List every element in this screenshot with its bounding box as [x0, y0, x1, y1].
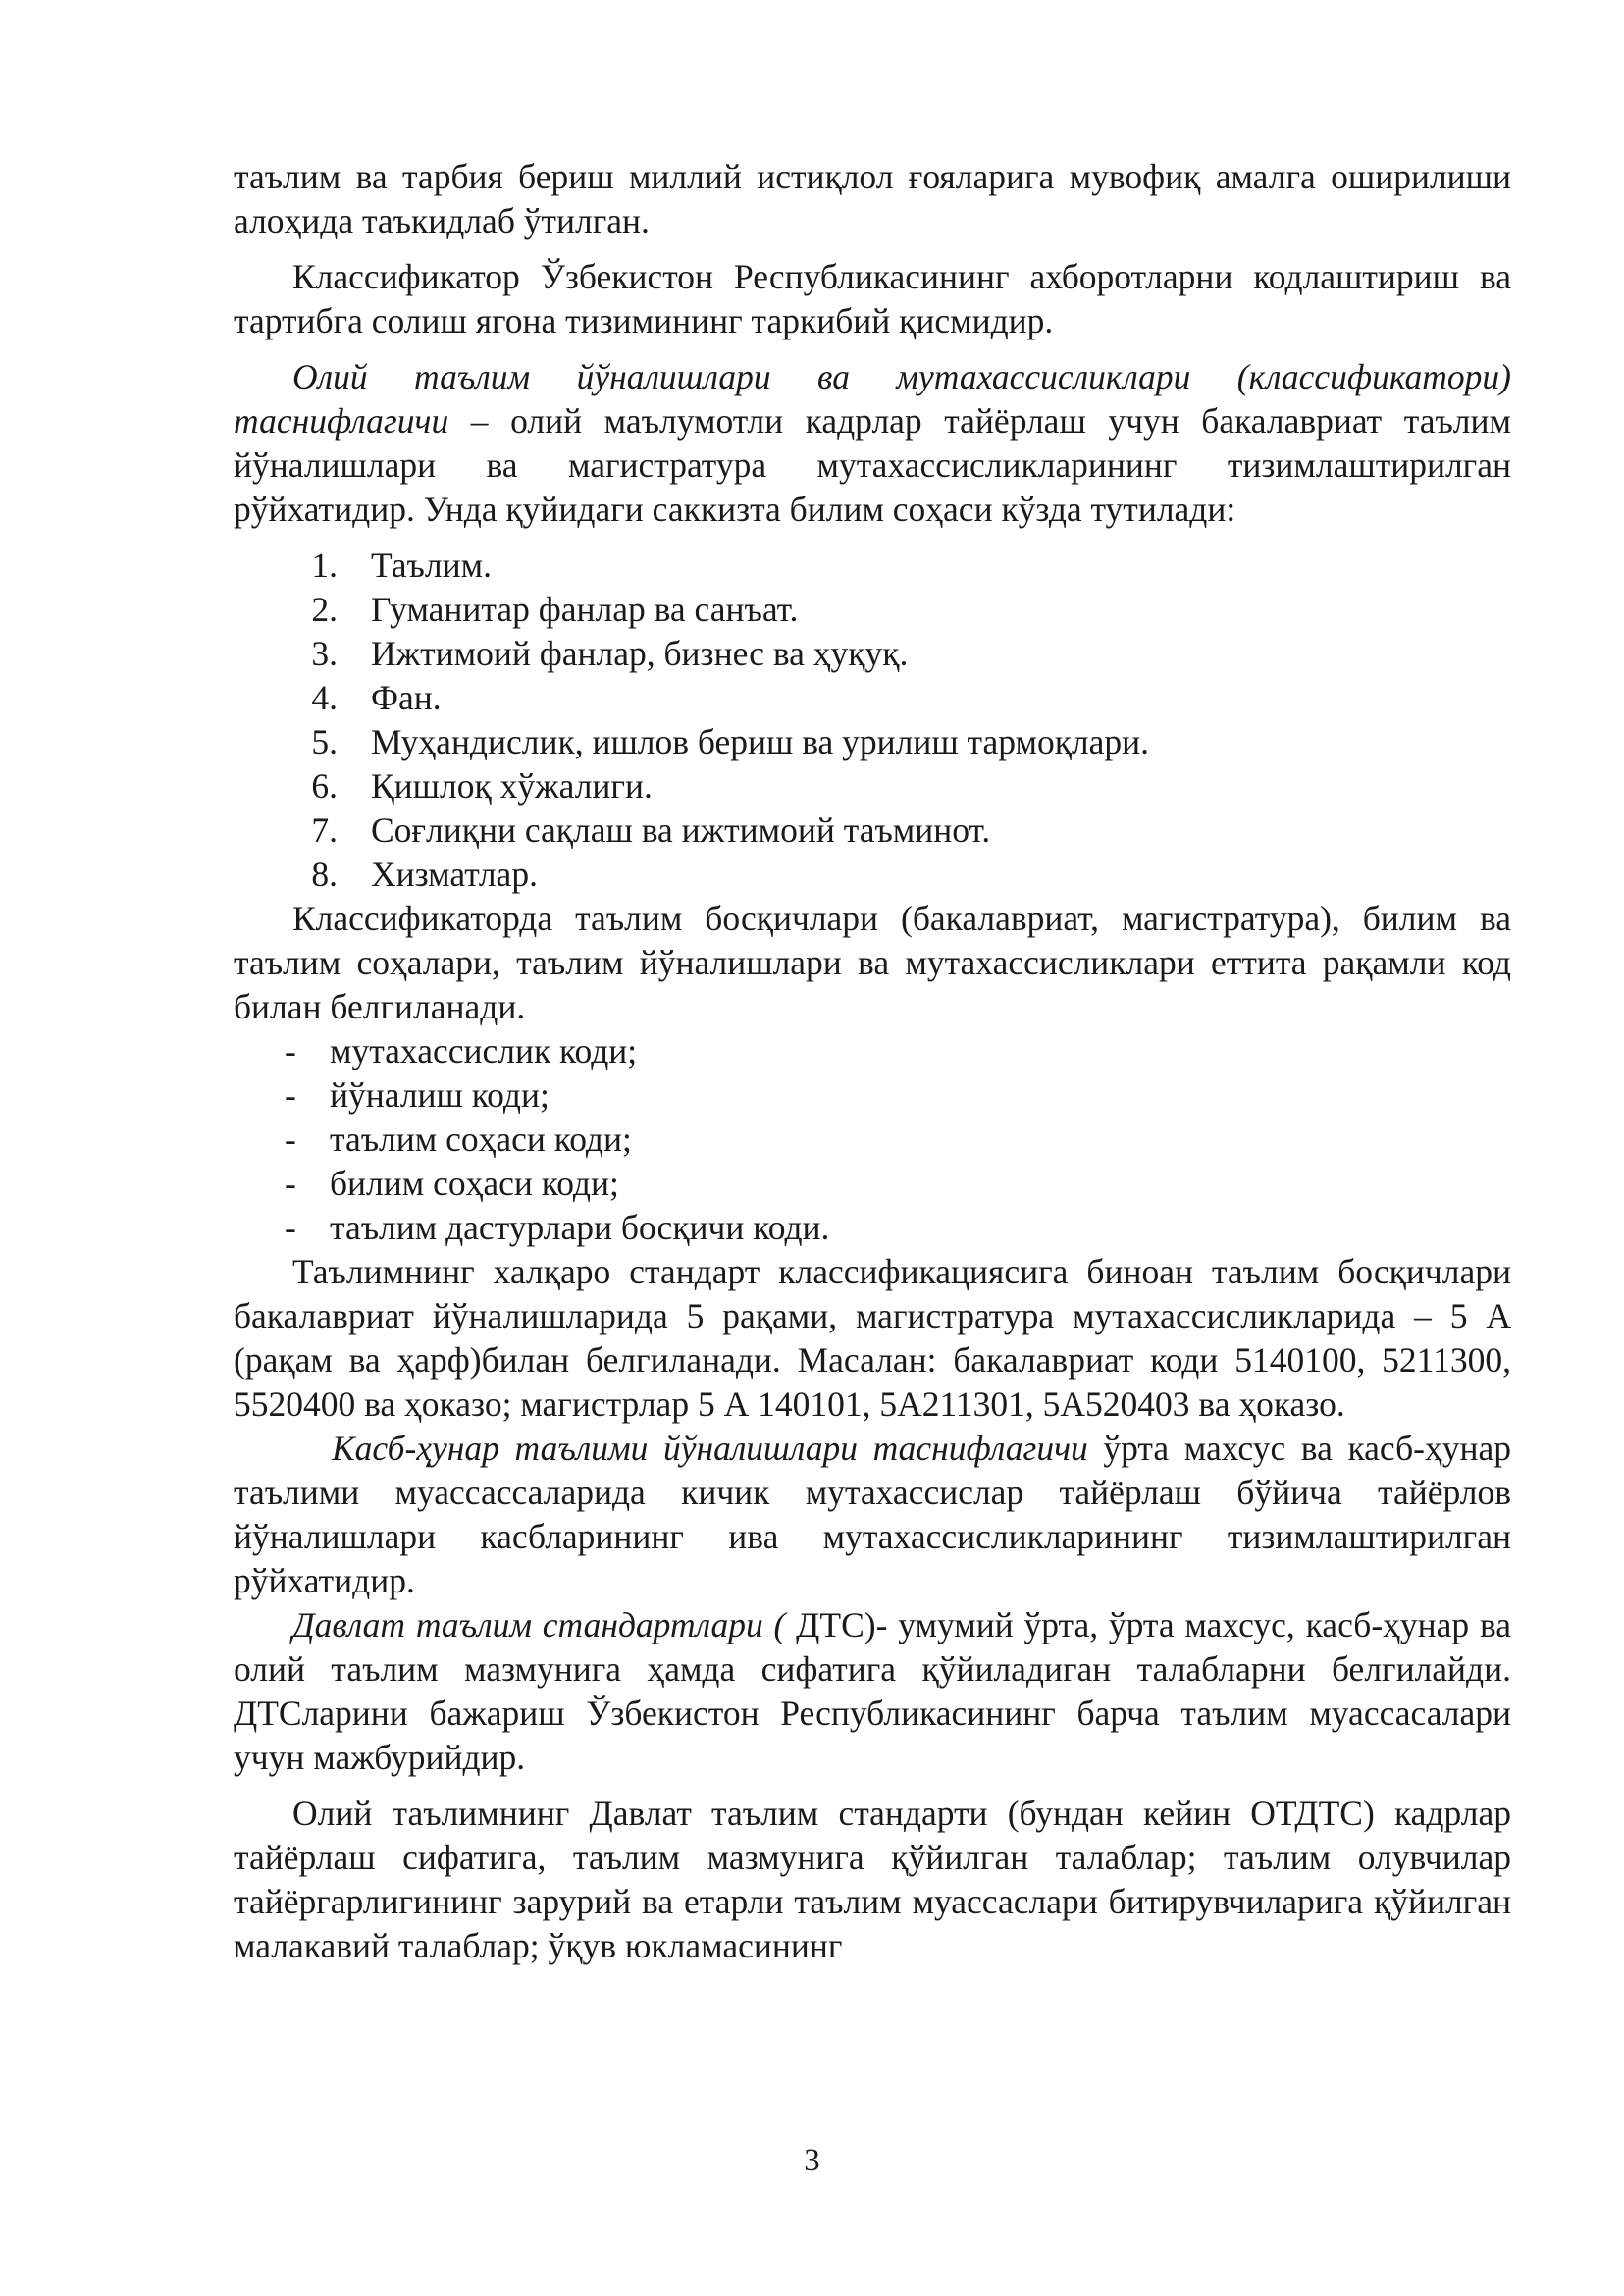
- paragraph-higher-education: [234, 355, 1511, 532]
- list-item: [234, 676, 1511, 720]
- list-item-text: Фан.: [371, 678, 442, 717]
- list-item-dash: -: [285, 1120, 296, 1159]
- list-item: [234, 1029, 1511, 1073]
- term-higher-education-classifier: Олий таълим йўналишлари ва мутахассисликлари (классификатори) таснифлагичи –: [234, 357, 1511, 441]
- list-item: [234, 588, 1511, 632]
- code-components-list: [234, 1029, 1511, 1250]
- list-item-number: 6.: [311, 766, 338, 806]
- list-item-text: Ижтимоий фанлар, бизнес ва ҳуқуқ.: [371, 634, 909, 673]
- term-state-standards: Давлат таълим стандартлари (: [292, 1605, 786, 1644]
- document-page: [234, 155, 1511, 1968]
- list-item-number: 1.: [311, 546, 338, 585]
- list-item-dash: -: [285, 1075, 296, 1115]
- list-item: [234, 1118, 1511, 1162]
- term-vocational-classifier: Касб-ҳунар таълими йўналишлари таснифлагичи: [332, 1429, 1088, 1468]
- list-item: [234, 809, 1511, 853]
- paragraph-otdts: Олий таълимнинг Давлат таълим стандарти (бундан кейин ОТДТС) кадрлар тайёрлаш сифатига, таълим мазмунига қўйилган талаблар; таълим олувчилар тайёргарлигининг зарурий ва етарли таълим муассаслари битирувчиларига қўйилган малакавий талаблар; ўқув юкламасининг: [234, 1794, 1511, 1965]
- list-item-text: таълим соҳаси коди;: [330, 1120, 632, 1159]
- list-item-text: Хизматлар.: [371, 855, 538, 894]
- list-item-number: 2.: [311, 590, 338, 629]
- list-item-number: 4.: [311, 678, 338, 717]
- list-item: [234, 720, 1511, 764]
- paragraph-code-structure: Классификаторда таълим босқичлари (бакалавриат, магистратура), билим ва таълим соҳалари, таълим йўналишлари ва мутахассисликлари еттита рақамли код билан белгиланади.: [234, 899, 1511, 1026]
- list-item-text: Соғлиқни сақлаш ва ижтимоий таъминот.: [371, 810, 991, 850]
- list-item-number: 3.: [311, 634, 338, 673]
- list-item-text: мутахассислик коди;: [330, 1031, 638, 1070]
- list-item-text: йўналиш коди;: [330, 1075, 550, 1115]
- list-item: [234, 1206, 1511, 1250]
- list-item-text: Гуманитар фанлар ва санъат.: [371, 590, 799, 629]
- list-item: [234, 764, 1511, 809]
- list-item: [234, 632, 1511, 676]
- paragraph-international-standard: Таълимнинг халқаро стандарт классификациясига биноан таълим босқичлари бакалавриат йўналишларида 5 рақами, магистратура мутахассисликларида – 5 А (рақам ва ҳарф)билан белгиланади. Масалан: бакалавриат коди 5140100, 5211300, 5520400 ва ҳоказо; магистрлар 5 А 140101, 5А211301, 5А520403 ва ҳоказо.: [234, 1252, 1511, 1424]
- list-item-text: Таълим.: [371, 546, 492, 585]
- list-item-number: 8.: [311, 855, 338, 894]
- paragraph-intro: таълим ва тарбия бериш миллий истиқлол ғояларига мувофиқ амалга оширилиши алоҳида таъкидлаб ўтилган.: [234, 157, 1511, 240]
- list-item-text: таълим дастурлари босқичи коди.: [330, 1208, 830, 1247]
- paragraph-classifier: Классификатор Ўзбекистон Республикасининг ахборотларни кодлаштириш ва тартибга солиш ягона тизимининг таркибий қисмидир.: [234, 257, 1511, 340]
- paragraph-vocational: [234, 1427, 1511, 1603]
- list-item-dash: -: [285, 1208, 296, 1247]
- list-item-text: билим соҳаси коди;: [330, 1164, 619, 1203]
- paragraph-higher-education-text: олий маълумотли кадрлар тайёрлаш учун бакалавриат таълим йўналишлари ва магистратура мутахассисликларининг тизимлаштирилган рўйхатидир. Унда қуйидаги саккизта билим соҳаси кўзда тутилади:: [234, 401, 1511, 529]
- list-item-dash: -: [285, 1164, 296, 1203]
- list-item-text: Қишлоқ хўжалиги.: [371, 766, 653, 806]
- list-item: [234, 853, 1511, 897]
- list-item: [234, 544, 1511, 588]
- paragraph-state-standards-text: ДТС)- умумий ўрта, ўрта махсус, касб-ҳунар ва олий таълим мазмунига ҳамда сифатига қўйиладиган талабларни белгилайди. ДТСларини бажариш Ўзбекистон Республикасининг барча таълим муассасалари учун мажбурийдир.: [234, 1605, 1511, 1777]
- paragraph-vocational-text: ўрта махсус ва касб-ҳунар таълими муассассаларида кичик мутахассислар тайёрлаш бўйича тайёрлов йўналишлари касбларининг ива мутахассисликларининг тизимлаштирилган рўйхатидир.: [234, 1429, 1511, 1600]
- list-item-text: Муҳандислик, ишлов бериш ва урилиш тармоқлари.: [371, 722, 1150, 761]
- paragraph-state-standards: [234, 1603, 1511, 1780]
- page-number: 3: [804, 2143, 820, 2178]
- list-item-dash: -: [285, 1031, 296, 1070]
- list-item-number: 5.: [311, 722, 338, 761]
- list-item: [234, 1162, 1511, 1206]
- knowledge-fields-list: [234, 544, 1511, 897]
- list-item: [234, 1073, 1511, 1118]
- list-item-number: 7.: [311, 810, 338, 850]
